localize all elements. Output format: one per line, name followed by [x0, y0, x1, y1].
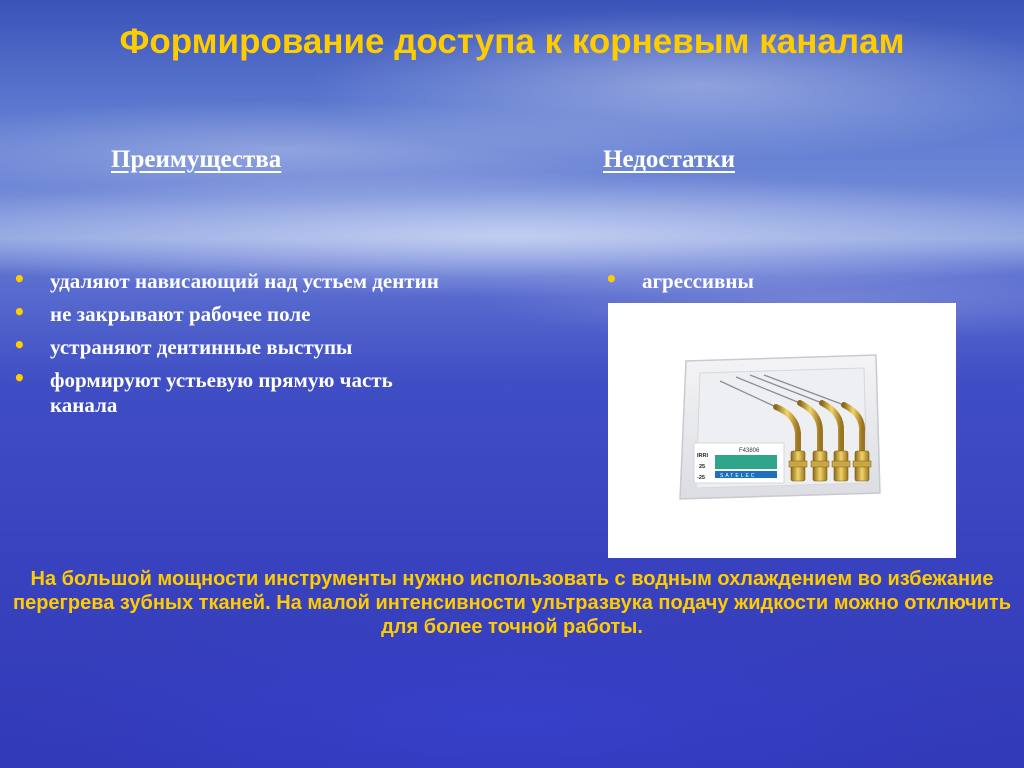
slide-title: Формирование доступа к корневым каналам — [119, 22, 905, 61]
bullet-dot-icon: • — [13, 267, 26, 291]
kit-code-text: F43806 — [739, 448, 760, 454]
list-item — [0, 368, 460, 418]
list-item — [592, 269, 892, 294]
kit-label-green — [715, 455, 777, 469]
disadvantages-heading: Недостатки — [603, 146, 735, 173]
kit-brand-text: SATELEC — [720, 473, 757, 479]
kit-num1-text: 25 — [699, 464, 706, 470]
bullet-dot-icon: • — [13, 366, 26, 390]
bullet-dot-icon: • — [605, 267, 618, 291]
kit-irri-text: IRRI — [697, 453, 708, 459]
advantages-heading: Преимущества — [111, 146, 282, 173]
advantage-text: формируют устьевую прямую часть канала — [50, 368, 393, 417]
advantage-text: не закрывают рабочее поле — [50, 302, 311, 326]
usage-note: На большой мощности инструменты нужно использовать с водным охлаждением во избежание перегрева зубных тканей. На малой интенсивности ультразвука подачу жидкости можно отключить для более точной работы. — [12, 568, 1012, 638]
advantage-text: устраняют дентинные выступы — [50, 335, 353, 359]
ultrasonic-tips-photo — [608, 303, 956, 558]
bullet-dot-icon: • — [13, 300, 26, 324]
advantage-text: удаляют нависающий над устьем дентин — [50, 269, 439, 293]
disadvantage-text: агрессивны — [642, 269, 754, 293]
disadvantages-list — [592, 269, 892, 294]
advantages-list — [0, 269, 460, 426]
instrument-kit-illustration — [608, 303, 956, 558]
list-item — [0, 269, 460, 294]
bullet-dot-icon: • — [13, 333, 26, 357]
list-item — [0, 302, 460, 327]
list-item — [0, 335, 460, 360]
kit-num2-text: -25 — [697, 475, 705, 481]
